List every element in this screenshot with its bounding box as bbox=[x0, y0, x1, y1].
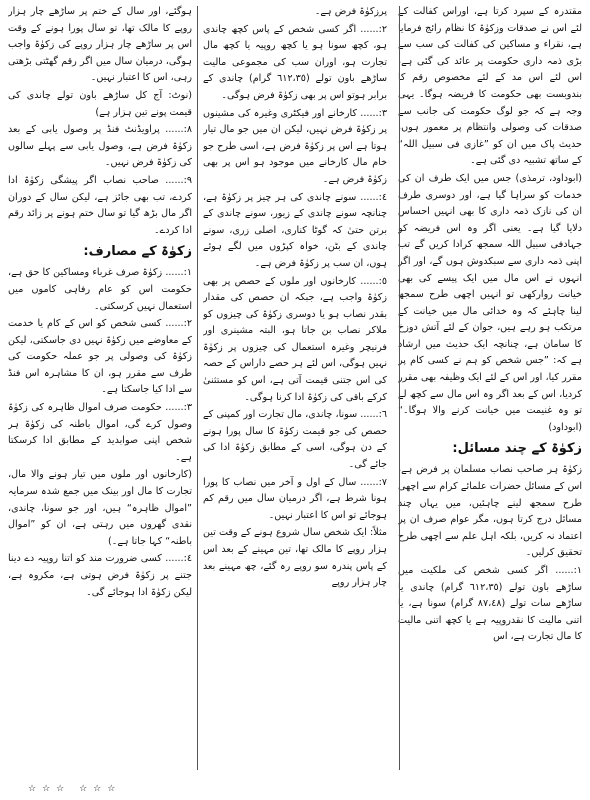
paragraph: (کارخانوں اور ملوں میں تیار ہونے والا مال، تجارت کا مال اور بینک میں جمع شدہ سرمایہ ”اموال ظاہرہ“ ہیں، اور جو سونا، چاندی، نقدی گھروں میں رہتی ہے، ان کو ”اموال باطنہ“ کہا جاتا ہے۔) bbox=[8, 469, 192, 547]
column-left bbox=[8, 4, 192, 774]
section-heading: زکوٰۃ کے چند مسائل: bbox=[452, 441, 582, 457]
paragraph: ٥:...... کارخانوں اور ملوں کے حصص پر بھی زکوٰۃ واجب ہے، جبکہ ان حصص کی مقدار بقدر نصاب ہو یا دوسری زکوٰۃ کی چیزوں کو ملاکر نصاب بن جاتا ہو، البتہ مشینری اور فرنیچر وغیرہ استعمال کی چیزوں پر زکوٰۃ نہیں ہوگی، اس لئے ہر حصے داراس کے حصہ کی اس جتنی قیمت آتی ہے، اس کو مستثنیٰ کرکے باقی کی زکوٰۃ ادا کرنا ہوگی۔ bbox=[203, 275, 387, 403]
paragraph: مقتدرہ کے سپرد کرتا ہے، اوراس کفالت کے لئے اس نے صدقات وزکوٰۃ کا نظام رائج فرمایا ہے، نقراء و مساکین کی کفالت کی سب سے بڑی ذمہ داری حکومت پر عائد کی گئی ہے، اس لئے اس مد کے لئے مخصوص رقم کا بندوبست بھی حکومت کا فریضہ ہوگا۔ یہی وجہ ہے کہ جو لوگ حکومت کی جانب سے صدقات کی وصولی وانتظام پر معمور ہوں، حدیث پاک میں ان کو ”غازی فی سبیل اللہ“ کے ساتھ تشبیہ دی گئی ہے۔ bbox=[398, 6, 582, 167]
column-divider bbox=[399, 6, 400, 770]
column-divider bbox=[197, 6, 198, 770]
paragraph: ٦:...... سونا، چاندی، مال تجارت اور کمپنی کے حصص کی جو قیمت زکوٰۃ کا سال پورا ہونے کے دن ہوگی، اسی کے مطابق زکوٰۃ ادا کی جائے گی۔ bbox=[203, 409, 387, 471]
paragraph: ٤:...... سونے چاندی کی ہر چیز پر زکوٰۃ ہے، چنانچہ سونے چاندی کے زیور، سونے چاندی کے برتن حتیٰ کہ گوٹا کناری، اصلی زری، سونے چاندی کے بٹن، خواہ کپڑوں میں لگے ہوئے ہوں، ان سب پر زکوٰۃ فرض ہے۔ bbox=[203, 191, 387, 269]
paragraph: ٩:...... صاحب نصاب اگر پیشگی زکوٰۃ ادا کردے، تب بھی جائز ہے، لیکن سال کے دوران اگر مال بڑھ گیا تو سال ختم ہونے پر زائد رقم ادا کردے۔ bbox=[8, 174, 192, 236]
paragraph: (نوٹ: آج کل ساڑھے باون تولے چاندی کی قیمت پونے تین ہزار ہے) bbox=[8, 89, 192, 118]
column-middle bbox=[203, 4, 387, 774]
paragraph: ٣:...... حکومت صرف اموال ظاہرہ کی زکوٰۃ وصول کرے گی، اموال باطنہ کی زکوٰۃ ہر شخص اپنی صوابدید کے مطابق ادا کرسکتا ہے۔ bbox=[8, 402, 192, 463]
paragraph: ٣:...... کارخانے اور فیکٹری وغیرہ کی مشینوں پر زکوٰۃ فرض نہیں، لیکن ان میں جو مال تیار ہوتا ہے اس پر زکوٰۃ فرض ہے، اسی طرح جو خام مال کارخانے میں موجود ہو اس پر بھی زکوٰۃ فرض ہے۔ bbox=[203, 107, 387, 185]
paragraph: ہوگئے، اور سال کے ختم پر ساڑھے چار ہزار روپے کا مالک تھا، تو سال پورا ہونے کے وقت اس پر ساڑھے چار ہزار روپے کی زکوٰۃ واجب ہوگی، درمیان سال میں اگر رقم گھٹتی بڑھتی رہی، اس کا اعتبار نہیں۔ bbox=[8, 6, 192, 84]
paragraph: مثلاً: ایک شخص سال شروع ہونے کے وقت تین ہزار روپے کا مالک تھا، تین مہینے کے بعد اس کے پاس پندرہ سو روپے رہ گئے، چھ مہینے بعد چار ہزار روپے bbox=[203, 527, 387, 589]
section-heading: زکوٰۃ کے مصارف: bbox=[83, 244, 192, 260]
paragraph: ٨:...... پراویڈنٹ فنڈ پر وصول یابی کے بعد زکوٰۃ فرض ہے، وصول یابی سے پہلے سالوں کی زکوٰۃ فرض نہیں۔ bbox=[8, 124, 192, 169]
paragraph: ٢:...... اگر کسی شخص کے پاس کچھ چاندی ہو، کچھ سونا ہو یا کچھ روپیہ یا کچھ مال تجارت ہو، اوران سب کی مجموعی مالیت ساڑھے باون تولے (٦١٢،٣٥ گرام) چاندی کے برابر ہوتو اس پر بھی زکوٰۃ فرض ہوگی۔ bbox=[203, 23, 387, 101]
end-stars: ☆☆☆ ☆☆☆ bbox=[28, 784, 122, 794]
paragraph: ٤:...... کسی ضرورت مند کو اتنا روپیہ دے دینا جتنے پر زکوٰۃ فرض ہوتی ہے، مکروہ ہے، لیکن زکوٰۃ ادا ہوجائے گی۔ bbox=[8, 553, 192, 598]
paragraph: ١:...... زکوٰۃ صرف غرباء ومساکین کا حق ہے، حکومت اس کو عام رفاہی کاموں میں استعمال نہیں کرسکتی۔ bbox=[8, 267, 192, 312]
paragraph: پرزکوٰۃ فرض ہے۔ bbox=[314, 6, 387, 17]
paragraph: ٢:...... کسی شخص کو اس کے کام یا خدمت کے معاوضے میں زکوٰۃ نہیں دی جاسکتی، لیکن زکوٰۃ کی وصولی پر جو عملہ حکومت کی طرف سے مقرر ہو، ان کا مشاہرہ اس فنڈ سے ادا کیا جاسکتا ہے۔ bbox=[8, 318, 192, 396]
paragraph: زکوٰۃ ہر صاحب نصاب مسلمان پر فرض ہے، اس کے مسائل حضرات علمائے کرام سے اچھی طرح سمجھ لینے چاہئیں، میں یہاں چند مسائل درج کرتا ہوں، مگر عوام صرف ان پر اعتماد نہ کریں، بلکہ اہل علم سے اچھی طرح تحقیق کرلیں۔ bbox=[398, 464, 582, 559]
paragraph: ٧:...... سال کے اول و آخر میں نصاب کا پورا ہونا شرط ہے، اگر درمیان سال میں رقم کم ہوجائے تو اس کا اعتبار نہیں۔ bbox=[203, 476, 387, 521]
text-columns bbox=[8, 4, 582, 774]
paragraph: (ابوداود، ترمذی) جس میں ایک طرف ان کی خدمات کو سراہا گیا ہے، اور دوسری طرف ان کی نازک ذمہ داری کا بھی انہیں احساس دلایا گیا ہے۔ یعنی اگر وہ اس فریضہ کو جہادفی سبیل اللہ سمجھ کرادا کریں گے تب اپنی ذمہ داری سے سبکدوش ہوں گے، اور اگر انہوں نے اس مال میں ایک پیسے کی بھی خیانت روارکھی تو انہیں اچھی طرح سمجھ لینا چاہئے کہ وہ خدائی مال میں خیانت کے مرتکب ہو رہے ہیں، جوان کے لئے آتش دوزخ کا سامان ہے، چنانچہ ایک حدیث میں ارشاد ہے کہ: ”جس شخص کو ہم نے کسی کام پر مقرر کیا، اور اس کے لئے ایک وظیفہ بھی مقرر کردیا، اس کے بعد اگر وہ اس مال سے کچھ لے تو وہ غنیمت میں خیانت کرنے والا ہوگا۔“ (ابوداود) bbox=[398, 172, 582, 433]
column-right bbox=[398, 4, 582, 774]
paragraph: ١:...... اگر کسی شخص کی ملکیت میں ساڑھے باون تولے (٦١٢،٣٥ گرام) چاندی یا ساڑھے سات تولے (٨٧،٤٨ گرام) سونا ہے، یا اتنی مالیت کا نقدروپیہ ہے یا کچھ اتنی مالیت کا مال تجارت ہے، اس bbox=[398, 565, 582, 643]
